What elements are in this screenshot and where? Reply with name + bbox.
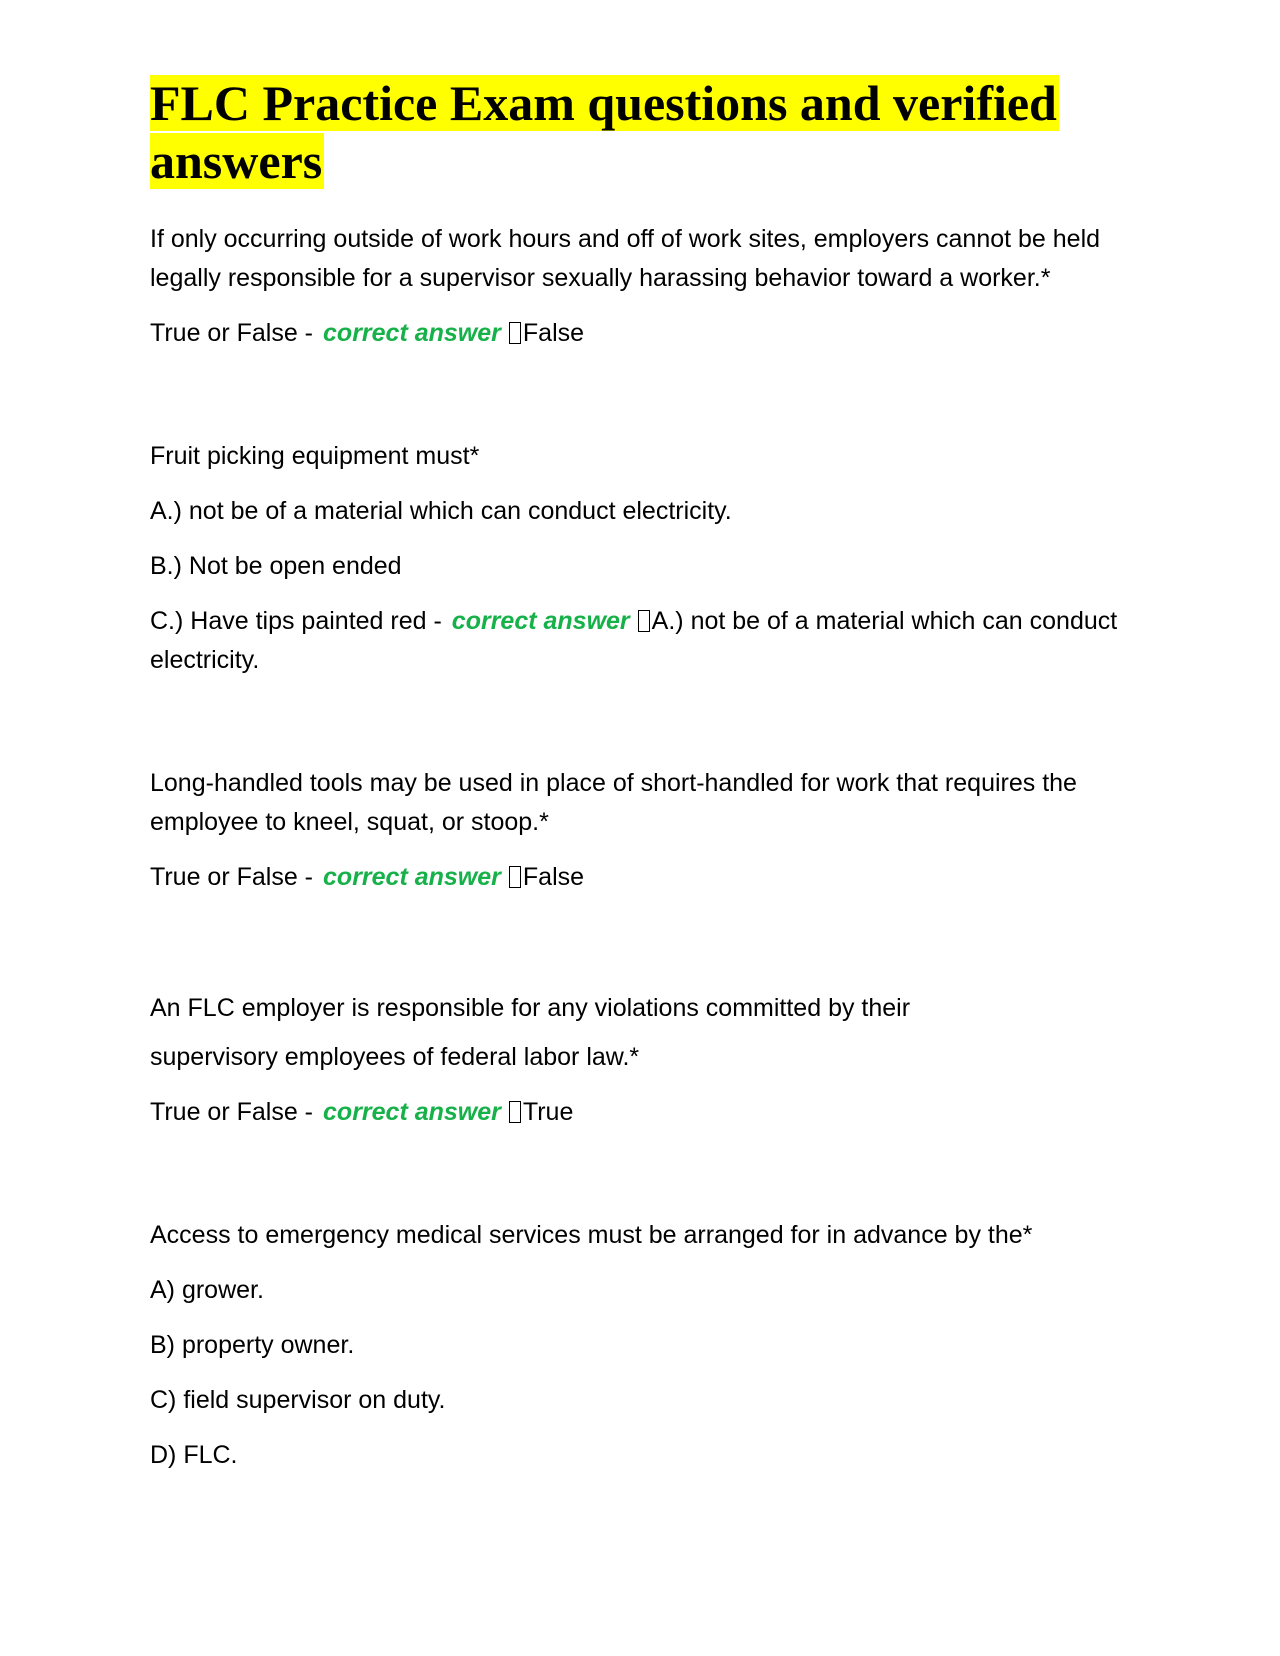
question-1: [150, 220, 1140, 353]
question-4-stem: True or False -: [150, 1098, 314, 1126]
question-3-stem: True or False -: [150, 863, 314, 891]
question-2-answer: A.) not be of a material which can conduct electricity.: [150, 607, 1118, 674]
question-2-option-b: B.) Not be open ended: [150, 552, 402, 580]
document-title: [150, 74, 1090, 190]
question-2-option-a: A.) not be of a material which can conduct electricity.: [150, 497, 732, 525]
question-5-option-c: C) field supervisor on duty.: [150, 1386, 446, 1414]
question-4-prompt-line-1: An FLC employer is responsible for any violations committed by their: [150, 994, 911, 1022]
question-1-stem: True or False -: [150, 319, 314, 347]
correct-answer-label: correct answer: [323, 1098, 501, 1126]
question-3-prompt: Long-handled tools may be used in place of short-handled for work that requires the employee to kneel, squat, or stoop.*: [150, 769, 1077, 836]
question-3: [150, 764, 1140, 897]
question-4: [150, 981, 1140, 1132]
missing-glyph-box-icon: [509, 1101, 521, 1123]
correct-answer-label: correct answer: [451, 607, 630, 635]
question-3-answer-line: [150, 858, 1140, 897]
question-5-option-b: B) property owner.: [150, 1331, 355, 1359]
question-1-answer: False: [522, 319, 585, 347]
question-4-answer-line: [150, 1093, 1140, 1132]
question-1-answer-line: [150, 314, 1140, 353]
question-5: [150, 1216, 1140, 1475]
correct-answer-label: correct answer: [323, 863, 501, 891]
question-2-answer-line: [150, 602, 1140, 680]
question-1-prompt: If only occurring outside of work hours and off of work sites, employers cannot be held legally responsible for a supervisor sexually harassing behavior toward a worker.*: [150, 225, 1101, 292]
document-content: [150, 74, 1140, 1491]
question-5-option-a: A) grower.: [150, 1276, 264, 1304]
question-4-answer: True: [522, 1098, 574, 1126]
question-4-prompt-line-2: supervisory employees of federal labor law.*: [150, 1043, 640, 1071]
question-5-option-d: D) FLC.: [150, 1441, 238, 1469]
question-2-stem: C.) Have tips painted red -: [150, 607, 442, 635]
correct-answer-label: correct answer: [323, 319, 501, 347]
question-2: [150, 437, 1140, 680]
question-2-prompt: Fruit picking equipment must*: [150, 442, 480, 470]
missing-glyph-box-icon: [638, 610, 650, 632]
missing-glyph-box-icon: [509, 866, 521, 888]
document-title-text: FLC Practice Exam questions and verified answers: [150, 75, 1057, 189]
question-5-prompt: Access to emergency medical services must be arranged for in advance by the*: [150, 1221, 1033, 1249]
question-3-answer: False: [522, 863, 585, 891]
missing-glyph-box-icon: [509, 322, 521, 344]
